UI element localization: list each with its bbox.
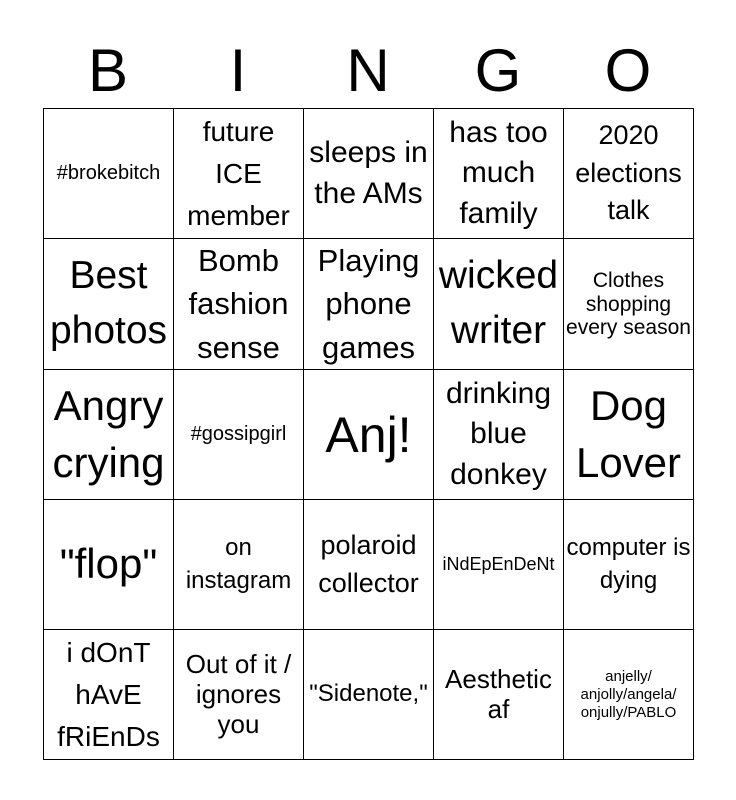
bingo-cell[interactable] xyxy=(564,500,694,630)
cell-text: "flop" xyxy=(59,540,158,588)
bingo-cell[interactable] xyxy=(564,630,694,760)
cell-text: "Sidenote," xyxy=(309,680,428,708)
cell-text: Angry crying xyxy=(52,381,165,486)
cell-text: Aesthetic af xyxy=(445,663,552,724)
cell-text: Anj! xyxy=(325,406,412,463)
bingo-cell[interactable] xyxy=(174,500,304,630)
bingo-cell[interactable] xyxy=(44,370,174,500)
bingo-cell[interactable] xyxy=(434,500,564,630)
cell-text: future ICE member xyxy=(187,115,290,231)
cell-text: Bomb fashion sense xyxy=(188,243,289,365)
bingo-cell[interactable] xyxy=(304,500,434,630)
cell-text: Out of it / ignores you xyxy=(185,648,292,739)
board-row xyxy=(44,370,694,500)
board-row xyxy=(44,239,694,370)
bingo-cell[interactable] xyxy=(304,239,434,370)
bingo-cell[interactable] xyxy=(564,239,694,370)
cell-text: has too much family xyxy=(449,115,548,230)
cell-text: computer is dying xyxy=(566,534,691,594)
bingo-cell[interactable] xyxy=(434,370,564,500)
header-letter-g: G xyxy=(474,37,522,104)
board-row xyxy=(44,630,694,760)
bingo-cell[interactable] xyxy=(174,239,304,370)
cell-text: Playing phone games xyxy=(317,243,420,365)
cell-text: #gossipgirl xyxy=(190,423,287,446)
bingo-header xyxy=(43,36,693,106)
bingo-cell[interactable] xyxy=(304,109,434,239)
cell-text: Clothes shopping every season xyxy=(566,269,691,339)
bingo-cell[interactable] xyxy=(564,109,694,239)
cell-text: Dog Lover xyxy=(575,381,682,486)
bingo-cell[interactable] xyxy=(174,370,304,500)
cell-text: on instagram xyxy=(185,534,292,594)
header-letter-n: N xyxy=(346,37,390,104)
bingo-cell[interactable] xyxy=(44,630,174,760)
bingo-cell[interactable] xyxy=(44,109,174,239)
bingo-cell[interactable] xyxy=(304,630,434,760)
bingo-cell[interactable] xyxy=(564,370,694,500)
header-letter-i: I xyxy=(229,37,247,104)
cell-text: anjelly/ anjolly/angela/ onjully/PABLO xyxy=(580,667,677,721)
bingo-cell[interactable] xyxy=(44,500,174,630)
header-letter-o: O xyxy=(604,37,652,104)
bingo-cell[interactable] xyxy=(44,239,174,370)
cell-text: #brokebitch xyxy=(56,162,161,184)
bingo-cell[interactable] xyxy=(434,109,564,239)
bingo-cell[interactable] xyxy=(304,370,434,500)
cell-text: drinking blue donkey xyxy=(445,376,552,491)
cell-text: wicked writer xyxy=(438,254,559,353)
bingo-board xyxy=(43,108,694,760)
board-row xyxy=(44,109,694,239)
cell-text: Best photos xyxy=(49,254,168,353)
board-row xyxy=(44,500,694,630)
bingo-cell[interactable] xyxy=(434,239,564,370)
cell-text: i dOnT hAvE fRiEnDs xyxy=(57,636,160,752)
bingo-cell[interactable] xyxy=(174,109,304,239)
cell-text: polaroid collector xyxy=(318,529,419,598)
cell-text: iNdEpEnDeNt xyxy=(442,553,555,574)
cell-text: 2020 elections talk xyxy=(575,119,682,226)
bingo-cell[interactable] xyxy=(174,630,304,760)
cell-text: sleeps in the AMs xyxy=(309,136,428,210)
bingo-cell[interactable] xyxy=(434,630,564,760)
header-letter-b: B xyxy=(87,37,129,104)
